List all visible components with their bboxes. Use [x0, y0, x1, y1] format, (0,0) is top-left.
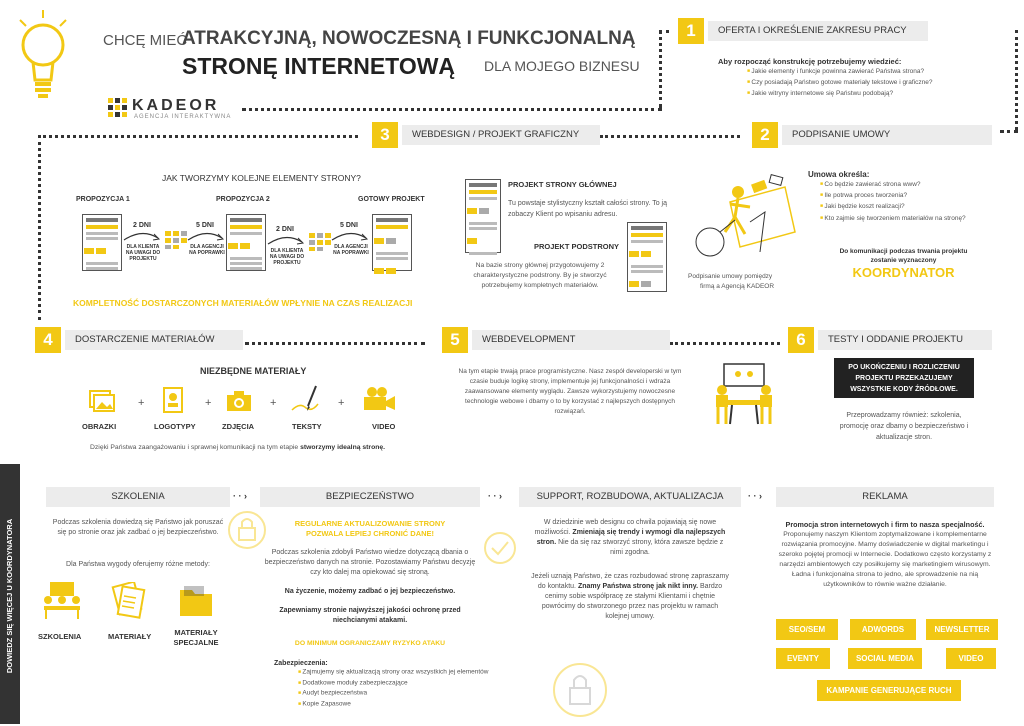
header-line2-bold: STRONĘ INTERNETOWĄ [182, 53, 456, 79]
mockup-proposal-2 [226, 214, 266, 271]
support-text2 [530, 572, 730, 622]
material-label-logos: LOGOTYPY [154, 422, 196, 431]
agreement-title: Umowa określa: [808, 170, 870, 179]
step4-title: DOSTARCZENIE MATERIAŁÓW [65, 330, 243, 350]
reklama-bold: Promocja stron internetowych i firm to nasza specjalność. [785, 520, 985, 529]
tag-adwords[interactable]: ADWORDS [850, 619, 916, 640]
logo-book-icon [160, 386, 186, 414]
header-line2-post: DLA MOJEGO BIZNESU [484, 58, 640, 74]
step5-number: 5 [442, 327, 468, 353]
support-text1 [530, 518, 730, 558]
support-text1-bold: Zmieniają się trendy i wymogi dla najlepszych stron. [536, 529, 726, 546]
material-label-video: VIDEO [372, 422, 396, 431]
signing-caption-2: firmą a Agencją KADEOR [700, 283, 775, 290]
step6-text: Przeprowadzamy również: szkolenia, promocję oraz dbamy o bezpieczeństwo i aktualizacje stron. [839, 412, 969, 441]
plus-icon: + [205, 397, 212, 409]
support-watermark-icon [480, 530, 520, 566]
mockup-subpage [627, 222, 667, 292]
for-client-1: DLA KLIENTA NA UWAGI DO PROJEKTU [125, 244, 161, 262]
step3-title: WEBDESIGN / PROJEKT GRAFICZNY [402, 125, 600, 145]
connector [600, 135, 740, 138]
mockup-proposal-1 [82, 214, 122, 271]
step4-footer [90, 443, 385, 452]
step1-title: OFERTA I OKREŚLENIE ZAKRESU PRACY [708, 21, 928, 41]
connector [1015, 30, 1018, 130]
subpage-text: Na bazie strony głównej przygotowujemy 2 charakterystyczne podstrony. By je stworzyć potrzebujemy kompletnych materiałów. [473, 262, 607, 289]
step6-title: TESTY I ODDANIE PROJEKTU [818, 330, 992, 350]
step1-intro: Aby rozpocząć konstrukcję potrzebujemy wiedzieć: [718, 57, 902, 66]
for-agency-2: DLA AGENCJI NA POPRAWKI [333, 244, 369, 256]
arrow-icon: · · › [233, 491, 247, 501]
list-item: ■ Czy posiadają Państwo gotowe materiały tekstowe i graficzne? [747, 77, 1007, 88]
support-text1-pre: W dziedzinie web designu co chwila pojawiają się nowe możliwości. [534, 519, 717, 536]
step4-footer-bold: stworzymy idealną stronę. [300, 444, 386, 451]
coordinator-text: Do komunikacji podczas trwania projektu zostanie wyznaczony [839, 248, 968, 264]
step6-number: 6 [788, 327, 814, 353]
connector [659, 30, 669, 33]
security-headline: REGULARNE AKTUALIZOWANIE STRONY POZWALA LEPIEJ CHRONIĆ DANE! [294, 519, 446, 538]
connector [245, 342, 425, 345]
signing-caption-1: Podpisanie umowy pomiędzy [688, 273, 773, 280]
coordinator-label: KOORDYNATOR [852, 265, 955, 280]
step3-question: JAK TWORZYMY KOLEJNE ELEMENTY STRONY? [162, 173, 361, 183]
material-label-photos: ZDJĘCIA [222, 422, 255, 431]
connector [670, 342, 780, 345]
security-text1: Podczas szkolenia zdobyli Państwo wiedze dotyczącą dbania o bezpieczeństwo danych na stronie. Pozostawiamy Państwu decyzję czy kto dalej ma opiekować się stroną. [264, 549, 476, 576]
blocks-icon [165, 231, 187, 249]
side-label: DOWIEDZ SIĘ WIĘCEJ U KOORDYNATORA [5, 518, 14, 674]
step2-number: 2 [752, 122, 778, 148]
tag-campaigns[interactable]: KAMPANIE GENERUJĄCE RUCH [817, 680, 961, 701]
tag-video[interactable]: VIDEO [946, 648, 996, 669]
support-text1-post: Nie da się raz stworzyć strony, która zawsze będzie z nimi zgodna. [558, 539, 724, 556]
connector [659, 30, 662, 108]
video-camera-icon [362, 386, 396, 412]
connector [1000, 130, 1018, 133]
header-line1-pre: CHCĘ MIEĆ [103, 32, 188, 49]
list-item: ■ Co będzie zawierać strona www? [820, 179, 1020, 190]
main-page-title: PROJEKT STRONY GŁÓWNEJ [508, 180, 617, 189]
mockup-main-page [465, 179, 501, 253]
step5-text: Na tym etapie trwają prace programistyczne. Nasz zespół developerski w tym czasie buduje logikę strony, implementuje jej funkcjonalności i wdraża zaawansowane elementy wyglądu. Zawsze wykorzystujemy nowoczesne technologie webowe i dbamy o to by korzystać z najlepszych dostępnych rozwiązań. [458, 368, 682, 415]
header-line1-bold: ATRAKCYJNĄ, NOWOCZESNĄ I FUNKCJONALNĄ [182, 28, 636, 49]
days-4: 5 DNI [340, 222, 358, 229]
szkolenia-text1: Podczas szkolenia dowiedzą się Państwo jak poruszać się po stronie oraz jak zadbać o jej bezpieczeństwo. [52, 519, 224, 536]
lock-watermark-icon [226, 506, 268, 550]
tag-newsletter[interactable]: NEWSLETTER [926, 619, 998, 640]
lightbulb-icon [18, 10, 68, 105]
list-item: ■ Jakie witryny internetowe się Państwu podobają? [747, 88, 1007, 99]
tag-seo-sem[interactable]: SEO/SEM [776, 619, 838, 640]
step1-number: 1 [678, 18, 704, 44]
camera-icon [225, 390, 253, 412]
subpage-title: PROJEKT PODSTRONY [534, 242, 620, 251]
contract-signing-illustration [690, 172, 800, 267]
method-materials: MATERIAŁY [108, 632, 152, 641]
ready-label: GOTOWY PROJEKT [358, 196, 425, 203]
days-1: 2 DNI [133, 222, 151, 229]
security-list-title: Zabezpieczenia: [274, 660, 328, 667]
list-item: ■ Dodatkowe moduły zabezpieczające [298, 678, 538, 689]
text-pen-icon [290, 384, 326, 414]
step1-list [735, 66, 1007, 100]
step6-source-code-box: PO UKOŃCZENIU I ROZLICZENIU PROJEKTU PRZEKAZUJEMY WSZYSTKIE KODY ŹRÓDŁOWE. [834, 358, 974, 398]
support-title: SUPPORT, ROZBUDOWA, AKTUALIZACJA [519, 487, 741, 507]
connector [38, 135, 41, 320]
support-text2-post: Bardzo cenimy sobie współpracę ze stałymi Klientami i chętnie powrócimy do stworzonego przez nas projektu w ramach kolejnej umowy. [541, 583, 723, 620]
list-item: ■ Kto zajmie się tworzeniem materiałów na stronę? [820, 213, 1020, 224]
list-item: ■ Audyt bezpieczeństwa [298, 688, 538, 699]
step4-footer-text: Dzięki Państwa zaangażowaniu i sprawnej komunikacji na tym etapie [90, 444, 299, 451]
arrow-icon: · · › [748, 491, 762, 501]
logo-name: KADEOR [132, 97, 220, 114]
step4-number: 4 [35, 327, 61, 353]
plus-icon: + [138, 397, 145, 409]
arrow-icon [330, 228, 370, 242]
images-icon [87, 388, 115, 414]
security-minimum: DO MINIMUM OGRANICZAMY RYZYKO ATAKU [294, 640, 446, 647]
arrow-icon: · · › [488, 491, 502, 501]
list-item: ■ Kopie Zapasowe [298, 699, 538, 710]
plus-icon: + [338, 397, 345, 409]
main-page-text: Tu powstaje stylistyczny kształt całości strony. To ją zobaczy Klient po wpisaniu adresu. [508, 200, 667, 218]
list-item: ■ Jaki będzie koszt realizacji? [820, 201, 1020, 212]
materials-icon [108, 582, 148, 620]
arrow-icon [266, 232, 306, 246]
prop2-label: PROPOZYCJA 2 [216, 196, 270, 203]
list-item: ■ Jakie elementy i funkcje powinna zawierać Państwa strona? [747, 66, 1007, 77]
support-text2-bold: Znamy Państwa stronę jak nikt inny. [577, 583, 699, 590]
connector [242, 108, 662, 111]
for-client-2: DLA KLIENTA NA UWAGI DO PROJEKTU [269, 248, 305, 266]
tag-eventy[interactable]: EVENTY [776, 648, 830, 669]
security-bold1: Na życzenie, możemy zadbać o jej bezpieczeństwo. [284, 588, 456, 595]
reklama-title: REKLAMA [776, 487, 994, 507]
security-bold2: Zapewniamy stronie najwyższej jakości ochronę przed niechcianymi atakami. [279, 607, 461, 624]
step5-title: WEBDEVELOPMENT [472, 330, 670, 350]
special-materials-icon [178, 584, 214, 618]
mockup-ready [372, 214, 412, 271]
training-icon [42, 582, 82, 620]
bezpieczenstwo-title: BEZPIECZEŃSTWO [260, 487, 480, 507]
materials-heading: NIEZBĘDNE MATERIAŁY [200, 366, 307, 376]
szkolenia-title: SZKOLENIA [46, 487, 230, 507]
arrow-icon [122, 228, 162, 242]
prop1-label: PROPOZYCJA 1 [76, 196, 130, 203]
completeness-note: KOMPLETNOŚĆ DOSTARCZONYCH MATERIAŁÓW WPŁYNIE NA CZAS REALIZACJI [73, 298, 413, 308]
arrow-icon [186, 228, 226, 242]
logo-sub: AGENCJA INTERAKTYWNA [134, 114, 232, 120]
security-list [286, 667, 538, 710]
method-special-materials: MATERIAŁY SPECJALNE [173, 628, 219, 647]
reklama-text: Proponujemy naszym Klientom zoptymalizowane i komplementarne rozwiązania promocyjne. Mamy doświadczenie w digital marketingu i szeroko pojętej promocji w Internecie. Dodatkowo często korzystamy z narzędzi ambientowych czy posiłkujemy się marketingiem wirusowym. Ładna i funkcjonalna strona to jedno, ale sprowadzenie na nią użytkowników to równie ważne działanie. [778, 531, 992, 588]
days-2: 5 DNI [196, 222, 214, 229]
tag-social-media[interactable]: SOCIAL MEDIA [848, 648, 922, 669]
material-label-texts: TEKSTY [292, 422, 322, 431]
days-3: 2 DNI [276, 226, 294, 233]
list-item: ■ Zajmujemy się aktualizacją strony oraz wszystkich jej elementów [298, 667, 538, 678]
plus-icon: + [270, 397, 277, 409]
team-meeting-illustration [712, 362, 776, 428]
agreement-list [808, 179, 1020, 224]
blocks-icon [309, 233, 331, 251]
material-label-images: OBRAZKI [82, 422, 117, 431]
support-text2-pre: Jeżeli uznają Państwo, że czas rozbudować stronę zapraszamy do kontaktu. [531, 573, 729, 590]
method-training: SZKOLENIA [38, 632, 82, 641]
szkolenia-text2: Dla Państwa wygody oferujemy różne metody: [66, 561, 210, 568]
lock-globe-watermark-icon [550, 656, 610, 720]
for-agency-1: DLA AGENCJI NA POPRAWKI [189, 244, 225, 256]
list-item: ■ Ile potrwa proces tworzenia? [820, 190, 1020, 201]
step2-title: PODPISANIE UMOWY [782, 125, 992, 145]
connector [38, 135, 358, 138]
step3-number: 3 [372, 122, 398, 148]
